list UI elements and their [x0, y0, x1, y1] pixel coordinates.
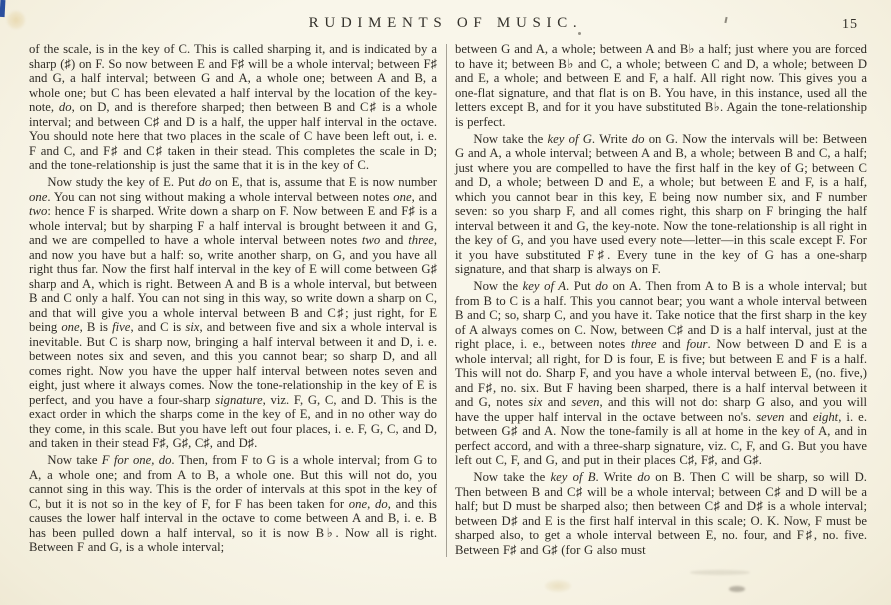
paragraph: Now study the key of E. Put do on E, that is, assume that E is now number one. You can not sing without making a whole interval between notes one, and two: hence F is sharped. Write down a sharp on F. Now between E and F♯ is a whole interval; but by sharping F a half interval is brought between it and G, and we are compelled to have a whole interval between notes two and three, and now you have but a half: so, write another sharp, on G, and you have all right thus far. Now the first half interval in the key of E will come between G♯ sharp and A, which is right. Between A and B is a whole interval, but between B and C only a half. You can not sing in this way, so write down a sharp on C, and that will give you a whole interval between B and C♯; just right, for E being one, B is five, and C is six, and between five and six a whole interval is inevitable. But C is sharp now, bringing a half interval between it and D, i. e. between notes six and seven, and this you cannot bear; so sharp D, and all comes right. Now you have the upper half interval between notes seven and eight, just where it always comes. Now the tone-relationship in the key of E is perfect, and you have a four-sharp signature, viz. F, G, C, and D. This is the exact order in which the sharps come in the key of E, and in no other way do they come, in this scale. But you have left out four places, i. e. F, G, C, and D, and taken in their stead F♯, G♯, C♯, and D♯.: [29, 175, 438, 450]
page-number: 15: [842, 17, 858, 32]
page-title: RUDIMENTS OF MUSIC.: [308, 15, 583, 31]
right-column: [455, 42, 867, 557]
paragraph: Now take the key of B. Write do on B. Then C will be sharp, so will D. Then between B and C♯ will be a whole interval; between C♯ and D will be a half; but D must be sharped also; then between C♯ and D♯ is a whole interval; between D♯ and E is the first half interval in this scale; O. K. Now, F must be sharped also, to get a whole interval between E, no. four, and F♯, no. five. Between F♯ and G♯ (for G also must: [455, 470, 867, 557]
left-column: [29, 42, 437, 555]
text-block: [29, 42, 867, 557]
paragraph: between G and A, a whole; between A and B♭ a half; just where you are forced to have it; between B♭ and C, a whole; between C and D, a whole; between D and E, a whole; and between E and F, a half. All right now. This gives you a one-flat signature, and that flat is on B. You have, in this instance, used all the letters except B, and for it you have substituted B♭. Again the tone-relationship is perfect.: [455, 42, 867, 129]
paragraph: Now take F for one, do. Then, from F to G is a whole interval; from G to A, a whole one; and from A to B, a whole one. But this will not do, you cannot sing in this way. This is the order of intervals at this spot in the key of C, but it is not so in the key of F, for F has been taken for one, do, and this causes the lower half interval in the octave to come between A and B, i. e. B has been pulled down a half interval, so it is now B♭. Now all is right. Between F and G, is a whole interval;: [29, 453, 437, 554]
column-divider-rule: [446, 44, 447, 557]
paragraph: Now take the key of G. Write do on G. Now the intervals will be: Between G and A, a whole interval; between A and B, a whole; between B and C, a half; just where you are compelled to have the first half in the key of G; between C and D, a whole; between D and E, a whole; but between E and F, is a half, which you cannot bear in this key, E being now number six, and F number seven: so you sharp F, and all comes right, this sharp on F bringing the half interval between it and G, the key-note. Now the tone-relationship is all right in the key of G, and you have used every note—letter—in this scale except F. For it you have substituted F♯. Every tune in the key of G has a one-sharp signature, and that sharp is always on F.: [455, 131, 867, 276]
paragraph: of the scale, is in the key of C. This is called sharping it, and is indicated by a sharp (♯) on F. So now between E and F♯ will be a whole interval; between F♯ and G, a half interval; between G and A, a whole one; between A and B, a whole one; but C has been elevated a half interval by the location of the key-note, do, on D, and is therefore sharped; then between B and C♯ is a whole interval; and between C♯ and D is a half, the upper half interval in the octave. You should note here that two places in the scale of C have been left out, i. e. F and C, and F♯ and C♯ taken in their stead. This completes the scale in D; and the tone-relationship is just the same that it is in the key of C.: [29, 42, 437, 172]
paper-smudge: [545, 580, 571, 592]
paragraph: Now the key of A. Put do on A. Then from A to B is a whole interval; but from B to C is a half. This you cannot bear; you want a whole interval between B and C; so, sharp C, and you have it. Take notice that the first sharp in the key of A always comes on C. Now, between C♯ and D is a half interval, just at the right place, i. e., between notes three and four. Now between D and E is a whole interval; all right, for D is four, E is five; but between E and F is a half. This will not do. Sharp F, and you have a whole interval between E, (no. five,) and F♯, no. six. But F having been sharped, there is a half interval between it and G, notes six and seven, and this will not do: sharp G also, and you will have the upper half interval in the octave between no's. seven and eight, i. e. between G♯ and A. Now the tone-family is all at home in the key of A, and in perfect accord, and with a three-sharp signature, viz. C, F, and G. But you have left out C, F, and G, and put in their places C♯, F♯, and G♯.: [455, 279, 868, 467]
running-head: [0, 14, 891, 36]
pencil-smudge: [729, 586, 745, 592]
paper-smudge: [690, 570, 750, 575]
